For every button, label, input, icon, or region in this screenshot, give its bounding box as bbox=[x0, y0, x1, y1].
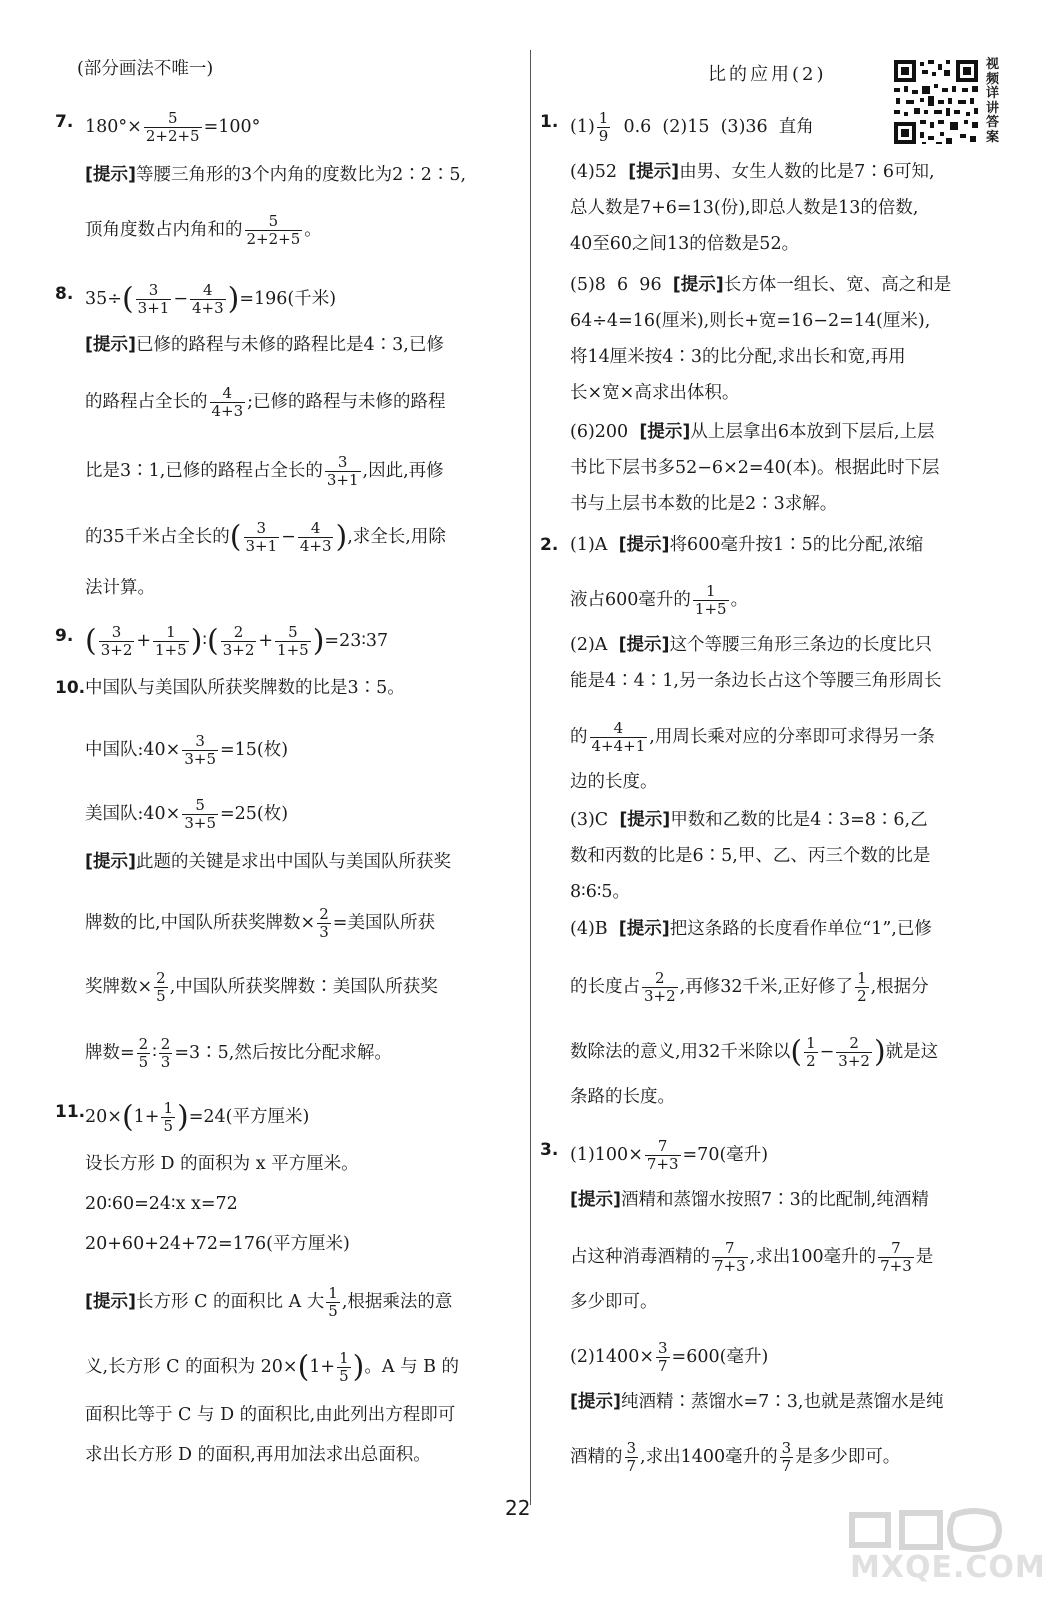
hint-label: [提示] bbox=[85, 335, 136, 355]
answer-line: 液占600毫升的 $\frac{1}{1+5}$ 。 bbox=[570, 582, 749, 618]
answer-expression bbox=[85, 110, 260, 145]
fraction: $\frac{2}{3}$ bbox=[160, 1035, 171, 1071]
hint-label: [提示] bbox=[85, 1292, 136, 1312]
hint-line: 牌数的比,中国队所获奖牌数× $\frac{2}{3}$ =美国队所获 bbox=[85, 905, 435, 941]
fraction: $\frac{4}{4+3}$ bbox=[299, 519, 332, 555]
hint-line: 多少即可。 bbox=[570, 1292, 658, 1312]
hint-line: 义,长方形 C 的面积为 20×(1+ $\frac{1}{5}$ )。A 与 B 的 bbox=[85, 1349, 460, 1385]
fraction: $\frac{3}{7}$ bbox=[658, 1339, 668, 1375]
fraction: $\frac{1}{5}$ bbox=[339, 1349, 349, 1385]
fraction: $\frac{1}{5}$ bbox=[328, 1284, 338, 1320]
answer-line: 64÷4=16(厘米),则长+宽=16−2=14(厘米), bbox=[570, 311, 931, 331]
fraction: $\frac{5}{3+5}$ bbox=[184, 796, 216, 832]
hint-line: [提示]已修的路程与未修的路程比是4∶3,已修 bbox=[85, 335, 444, 355]
hint-line: 比是3∶1,已修的路程占全长的 $\frac{3}{3+1}$ ,因此,再修 bbox=[85, 453, 444, 489]
question-number: 3. bbox=[540, 1140, 559, 1160]
answer-expression: ( $\frac{3}{3+2}$ + $\frac{1}{1+5}$ )∶( $\frac{2}{3+2}$ + $\frac{5}{1+5}$ )=23∶37 bbox=[85, 623, 389, 659]
answer-line: (4)52 [提示]由男、女生人数的比是7∶6可知, bbox=[570, 162, 935, 182]
hint-line: [提示]长方形 C 的面积比 A 大 $\frac{1}{5}$ ,根据乘法的意 bbox=[85, 1284, 453, 1320]
hint-line: 面积比等于 C 与 D 的面积比,由此列出方程即可 bbox=[85, 1405, 456, 1425]
note: (部分画法不唯一) bbox=[77, 59, 214, 79]
hint-label: [提示] bbox=[619, 810, 671, 830]
fraction: $\frac{5}{2+2+5}$ bbox=[145, 109, 200, 145]
answer-line: 边的长度。 bbox=[570, 772, 658, 792]
fraction: $\frac{1}{1+5}$ bbox=[694, 582, 727, 618]
answer-expression: 35÷( $\frac{3}{3+1}$ − $\frac{4}{4+3}$ )=196(千米) bbox=[85, 281, 337, 317]
answer-line: 将14厘米按4∶3的比分配,求出长和宽,再用 bbox=[570, 347, 906, 367]
answer-line: (3)C [提示]甲数和乙数的比是4∶3=8∶6,乙 bbox=[570, 810, 928, 830]
answer-line: 总人数是7+6=13(份),即总人数是13的倍数, bbox=[570, 198, 919, 218]
answer-line: 20∶60=24∶x x=72 bbox=[85, 1194, 238, 1214]
hint-line: 法计算。 bbox=[85, 578, 155, 598]
fraction: $\frac{3}{3+2}$ bbox=[100, 623, 133, 659]
answer-line: (4)B [提示]把这条路的长度看作单位“1”,已修 bbox=[570, 919, 932, 939]
answer-line: 的 $\frac{4}{4+4+1}$ ,用周长乘对应的分率即可求得另一条 bbox=[570, 719, 935, 755]
fraction: $\frac{3}{7}$ bbox=[781, 1439, 792, 1475]
fraction: $\frac{3}{3+5}$ bbox=[184, 732, 216, 768]
question-number: 11. bbox=[55, 1102, 86, 1122]
question-number: 8. bbox=[55, 284, 74, 304]
fraction: $\frac{2}{3}$ bbox=[319, 905, 329, 941]
hint-label: [提示] bbox=[628, 162, 680, 182]
hint-line: 酒精的 $\frac{3}{7}$ ,求出1400毫升的 $\frac{3}{7}$ 是多少即可。 bbox=[570, 1439, 901, 1475]
answer-line: 长×宽×高求出体积。 bbox=[570, 383, 740, 403]
hint-line: 求出长方形 D 的面积,再用加法求出总面积。 bbox=[85, 1445, 431, 1465]
fraction: $\frac{2}{3+2}$ bbox=[222, 623, 255, 659]
fraction: $\frac{5}{1+5}$ bbox=[277, 623, 309, 659]
fraction: $\frac{4}{4+4+1}$ bbox=[591, 719, 646, 755]
hint-label: [提示] bbox=[85, 852, 136, 872]
answer-expression: 中国队:40× $\frac{3}{3+5}$ =15(枚) bbox=[85, 732, 289, 768]
qr-caption: 视频详讲答案 bbox=[986, 57, 1000, 145]
fraction: $\frac{7}{7+3}$ bbox=[714, 1239, 746, 1275]
hint-line: [提示]酒精和蒸馏水按照7∶3的比配制,纯酒精 bbox=[570, 1190, 929, 1210]
hint-line: [提示]此题的关键是求出中国队与美国队所获奖 bbox=[85, 852, 451, 872]
qr-code-icon[interactable] bbox=[892, 58, 980, 146]
answer-line: 条路的长度。 bbox=[570, 1087, 675, 1107]
answer-line: 书比下层书多52−6×2=40(本)。根据此时下层 bbox=[570, 458, 940, 478]
answer-line: 设长方形 D 的面积为 x 平方厘米。 bbox=[85, 1154, 359, 1174]
fraction: $\frac{4}{4+3}$ bbox=[211, 384, 244, 420]
fraction: $\frac{3}{3+1}$ bbox=[245, 519, 278, 555]
hint-line: [提示]纯酒精∶蒸馏水=7∶3,也就是蒸馏水是纯 bbox=[570, 1392, 944, 1412]
hint-label: [提示] bbox=[570, 1392, 621, 1412]
answer-expression: (2)1400× $\frac{3}{7}$ =600(毫升) bbox=[570, 1339, 769, 1375]
question-number: 1. bbox=[540, 112, 559, 132]
watermark-text: MXQE.COM bbox=[850, 1550, 1046, 1585]
fraction: $\frac{3}{3+1}$ bbox=[326, 453, 359, 489]
answer-line: 数除法的意义,用32千米除以( $\frac{1}{2}$ − $\frac{2}{3+2}$ )就是这 bbox=[570, 1034, 939, 1070]
expr-part: 180°× bbox=[85, 117, 142, 137]
question-number: 2. bbox=[540, 535, 559, 555]
hint-line: 的35千米占全长的( $\frac{3}{3+1}$ − $\frac{4}{4+3}$ ),求全长,用除 bbox=[85, 519, 446, 555]
answer-line: (1) $\frac{1}{9}$ 0.6 (2)15 (3)36 直角 bbox=[570, 109, 814, 145]
question-number: 10. bbox=[55, 678, 86, 698]
column-divider bbox=[530, 50, 531, 1505]
answer-line: 数和丙数的比是6∶5,甲、乙、丙三个数的比是 bbox=[570, 846, 931, 866]
answer-line: 书与上层书本数的比是2∶3求解。 bbox=[570, 494, 838, 514]
hint-line: 顶角度数占内角和的 $\frac{5}{2+2+5}$ 。 bbox=[85, 212, 322, 248]
fraction: $\frac{5}{2+2+5}$ bbox=[246, 212, 301, 248]
fraction: $\frac{1}{5}$ bbox=[163, 1099, 174, 1135]
answer-line: 的长度占 $\frac{2}{3+2}$ ,再修32千米,正好修了 $\frac{1}{2}$ ,根据分 bbox=[570, 969, 929, 1005]
answer-line: (6)200 [提示]从上层拿出6本放到下层后,上层 bbox=[570, 422, 935, 442]
hint-label: [提示] bbox=[618, 919, 670, 939]
answer-line: 40至60之间13的倍数是52。 bbox=[570, 234, 800, 254]
question-number: 7. bbox=[55, 112, 74, 132]
fraction: $\frac{1}{9}$ bbox=[598, 109, 609, 145]
answer-line: (5)8 6 96 [提示]长方体一组长、宽、高之和是 bbox=[570, 275, 952, 295]
question-number: 9. bbox=[55, 626, 74, 646]
answer-line: 中国队与美国队所获奖牌数的比是3∶5。 bbox=[85, 678, 405, 698]
fraction: $\frac{2}{5}$ bbox=[138, 1035, 149, 1071]
hint-line: [提示]等腰三角形的3个内角的度数比为2∶2∶5, bbox=[85, 165, 467, 185]
hint-label: [提示] bbox=[570, 1190, 621, 1210]
fraction: $\frac{3}{3+1}$ bbox=[137, 281, 170, 317]
answer-line: 8∶6∶5。 bbox=[570, 882, 631, 902]
hint-line: 牌数= $\frac{2}{5}$ ∶ $\frac{2}{3}$ =3∶5,然后按比分配求解。 bbox=[85, 1035, 392, 1071]
answer-expression: 美国队:40× $\frac{5}{3+5}$ =25(枚) bbox=[85, 796, 289, 832]
answer-line: (1)A [提示]将600毫升按1∶5的比分配,浓缩 bbox=[570, 535, 924, 555]
hint-label: [提示] bbox=[85, 165, 136, 185]
answer-line: 20+60+24+72=176(平方厘米) bbox=[85, 1234, 350, 1254]
fraction: $\frac{4}{4+3}$ bbox=[191, 281, 224, 317]
fraction: $\frac{3}{7}$ bbox=[626, 1439, 637, 1475]
hint-line: 的路程占全长的 $\frac{4}{4+3}$ ;已修的路程与未修的路程 bbox=[85, 384, 446, 420]
fraction: $\frac{2}{3+2}$ bbox=[644, 969, 676, 1005]
page-number: 22 bbox=[505, 1496, 531, 1520]
answer-line: 能是4∶4∶1,另一条边长占这个等腰三角形周长 bbox=[570, 671, 942, 691]
fraction: $\frac{1}{2}$ bbox=[806, 1034, 816, 1070]
fraction: $\frac{7}{7+3}$ bbox=[880, 1239, 912, 1275]
hint-label: [提示] bbox=[672, 275, 724, 295]
section-title: 比的应用(2) bbox=[708, 64, 827, 85]
expr-part: =100° bbox=[203, 117, 261, 137]
hint-label: [提示] bbox=[618, 635, 670, 655]
hint-label: [提示] bbox=[618, 535, 670, 555]
hint-line: 奖牌数× $\frac{2}{5}$ ,中国队所获奖牌数∶美国队所获奖 bbox=[85, 969, 438, 1005]
fraction: $\frac{1}{2}$ bbox=[857, 969, 867, 1005]
fraction: $\frac{1}{1+5}$ bbox=[155, 623, 187, 659]
hint-line: 占这种消毒酒精的 $\frac{7}{7+3}$ ,求出100毫升的 $\frac{7}{7+3}$ 是 bbox=[570, 1239, 934, 1275]
hint-label: [提示] bbox=[639, 422, 691, 442]
fraction: $\frac{2}{3+2}$ bbox=[838, 1034, 870, 1070]
answer-expression: (1)100× $\frac{7}{7+3}$ =70(毫升) bbox=[570, 1137, 769, 1173]
answer-line: (2)A [提示]这个等腰三角形三条边的长度比只 bbox=[570, 635, 933, 655]
answer-expression: 20×(1+ $\frac{1}{5}$ )=24(平方厘米) bbox=[85, 1099, 310, 1135]
fraction: $\frac{7}{7+3}$ bbox=[646, 1137, 679, 1173]
fraction: $\frac{2}{5}$ bbox=[156, 969, 166, 1005]
